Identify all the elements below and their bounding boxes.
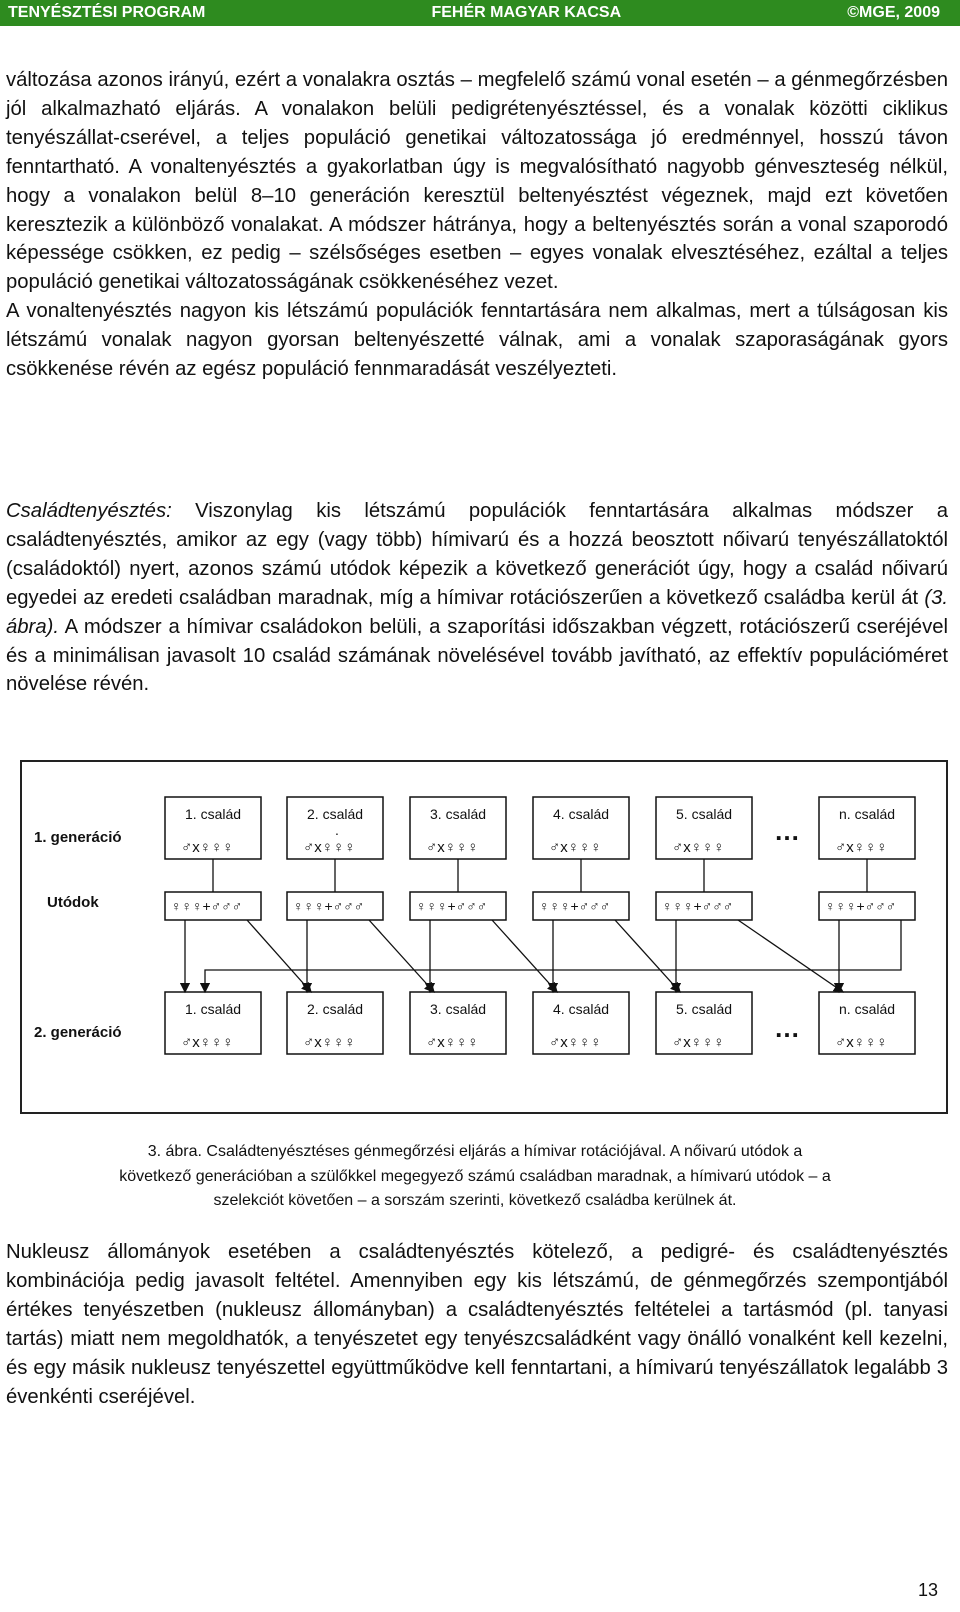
header-program: TENYÉSZTÉSI PROGRAM xyxy=(8,4,206,21)
offspring-symbols-6: ♀♀♀+♂♂♂ xyxy=(825,898,897,914)
figure-caption xyxy=(10,1140,940,1214)
offspring-symbols-5: ♀♀♀+♂♂♂ xyxy=(662,898,734,914)
gen1-family-label-4: 4. család xyxy=(553,806,610,822)
male-rotation-arrow-1 xyxy=(247,920,311,992)
gen2-symbols-2: ♂x♀♀♀ xyxy=(303,1034,356,1051)
gen1-symbols-5: ♂x♀♀♀ xyxy=(672,839,725,856)
caption-line-1: 3. ábra. Családtenyésztéses génmegőrzési eljárás a hímivar rotációjával. A nőivarú utódok a xyxy=(147,1143,803,1160)
figure-family-rotation xyxy=(20,760,948,1114)
row-label-gen2: 2. generáció xyxy=(34,1024,122,1041)
gen1-family-label-2: 2. család xyxy=(307,806,364,822)
paragraph-csaladtenyesztes-end: A módszer a hímivar családokon belüli, a szaporítási időszakban végzett, rotációszerű cseréjével és a minimálisan javasolt 10 család számának növelésével tovább javítható, az effektív populációméret növelése révén. xyxy=(6,615,948,696)
gen2-symbols-1: ♂x♀♀♀ xyxy=(181,1034,234,1051)
gen2-symbols-6: ♂x♀♀♀ xyxy=(835,1034,888,1051)
offspring-symbols-2: ♀♀♀+♂♂♂ xyxy=(293,898,365,914)
gen2-family-label-3: 3. család xyxy=(430,1001,487,1017)
gen2-family-label-5: 5. család xyxy=(676,1001,733,1017)
gen1-family-label-5: 5. család xyxy=(676,806,733,822)
gen2-symbols-3: ♂x♀♀♀ xyxy=(426,1034,479,1051)
text-block-csaladtenyesztes xyxy=(6,497,948,699)
header-title: FEHÉR MAGYAR KACSA xyxy=(431,4,622,21)
gen1-family-label-1: 1. család xyxy=(185,806,242,822)
paragraph-csaladtenyesztes-main: Viszonylag kis létszámú populációk fenntartására alkalmas módszer a családtenyésztés, amikor az egy (vagy több) hímivarú és a hozzá beosztott nőivarú tenyészállatoktól (családoktól) nyert, azonos számú utódok képezik a következő generációt úgy, hogy a család nőivarú egyedei az eredeti családban maradnak, míg a hímivar rotációszerűen a következő családba kerül át xyxy=(6,500,948,609)
row-label-gen1: 1. generáció xyxy=(34,829,122,846)
caption-line-2: következő generációban a szülőkkel megegyező számú családban maradnak, a hímivarú utódok – a xyxy=(119,1167,831,1185)
ellipsis-gen1: … xyxy=(774,816,800,846)
paragraph-nukleusz: Nukleusz állományok esetében a családtenyésztés kötelező, a pedigré- és családtenyésztés kombinációja pedig javasolt feltétel. Amennyiben egy kis létszámú, de génmegőrzés szempontjából értékes tenyészetben (nukleusz állományban) a családtenyésztés feltételei a tartásmód (pl. tanyasi tartás) miatt nem megoldhatók, a tenyészetet egy tenyészcsaládként vagy önálló vonalként kell kezelni, és egy másik nukleusz tenyészettel együttműködve kell fenntartani, a hímivarú tenyészállatok legalább 3 évenkénti cseréjével. xyxy=(6,1241,948,1408)
paragraph-csaladtenyesztes xyxy=(6,497,948,699)
male-rotation-arrow-3 xyxy=(492,920,557,992)
gen1-symbols-6: ♂x♀♀♀ xyxy=(835,839,888,856)
running-header xyxy=(0,0,960,26)
gen1-family-label-6: n. család xyxy=(839,806,896,822)
male-rotation-arrow-2 xyxy=(369,920,434,992)
gen2-symbols-4: ♂x♀♀♀ xyxy=(549,1034,602,1051)
gen2-symbols-5: ♂x♀♀♀ xyxy=(672,1034,725,1051)
paragraph-vonaltenyesztes-limit: A vonaltenyésztés nagyon kis létszámú populációk fenntartására nem alkalmas, mert a túlságosan kis létszámú vonalak nagyon gyorsan beltenyészetté válnak, ami a vonalak szaporaságának gyors csökkenése révén az egész populáció fennmaradását veszélyezteti. xyxy=(6,300,948,381)
gen1-symbols-3: ♂x♀♀♀ xyxy=(426,839,479,856)
page-number: 13 xyxy=(917,1580,938,1600)
text-block-nukleusz xyxy=(6,1238,948,1411)
gen1-symbols-4: ♂x♀♀♀ xyxy=(549,839,602,856)
ellipsis-gen2: … xyxy=(774,1013,800,1043)
gen2-family-label-1: 1. család xyxy=(185,1001,242,1017)
offspring-symbols-4: ♀♀♀+♂♂♂ xyxy=(539,898,611,914)
paragraph-vonaltenyesztes: változása azonos irányú, ezért a vonalakra osztás – megfelelő számú vonal esetén – a génmegőrzésben jól alkalmazható eljárás. A vonalakon belüli pedigrétenyésztéssel, és a vonalak közötti ciklikus tenyészállat-cserével, a teljes populáció genetikai változatossága jó eredménnyel, hosszú távon fenntartható. A vonaltenyésztés a gyakorlatban úgy is megvalósítható nagyobb génveszteség nélkül, hogy a vonalakon belül 8–10 generáción keresztül beltenyésztést végeznek, majd ezt követően keresztezik a különböző vonalakat. A módszer hátránya, hogy a beltenyésztés során a vonal szaporodó képessége csökken, ez pedig – szélsőséges esetben – egyes vonalak elvesztéséhez, ezáltal a teljes populáció genetikai változatosságának csökkenéséhez vezet. xyxy=(6,69,948,294)
gen1-family-label-3: 3. család xyxy=(430,806,487,822)
stray-dot: . xyxy=(335,822,339,838)
gen2-family-label-4: 4. család xyxy=(553,1001,610,1017)
male-rotation-arrow-5 xyxy=(738,920,843,992)
offspring-symbols-1: ♀♀♀+♂♂♂ xyxy=(171,898,243,914)
term-csaladtenyesztes: Családtenyésztés: xyxy=(6,500,172,522)
gen2-family-label-6: n. család xyxy=(839,1001,896,1017)
figure-reference: (3. ábra). xyxy=(6,586,948,638)
offspring-symbols-3: ♀♀♀+♂♂♂ xyxy=(416,898,488,914)
gen2-family-label-2: 2. család xyxy=(307,1001,364,1017)
text-block-top xyxy=(6,66,948,384)
gen1-symbols-1: ♂x♀♀♀ xyxy=(181,839,234,856)
row-label-offspring: Utódok xyxy=(47,894,99,911)
male-rotation-arrow-4 xyxy=(615,920,680,992)
caption-line-3: szelekciót követően – a sorszám szerinti, következő családba kerülnek át. xyxy=(213,1192,737,1209)
header-copyright: ©MGE, 2009 xyxy=(847,4,940,21)
gen1-symbols-2: ♂x♀♀♀ xyxy=(303,839,356,856)
rotation-diagram xyxy=(22,762,946,1112)
